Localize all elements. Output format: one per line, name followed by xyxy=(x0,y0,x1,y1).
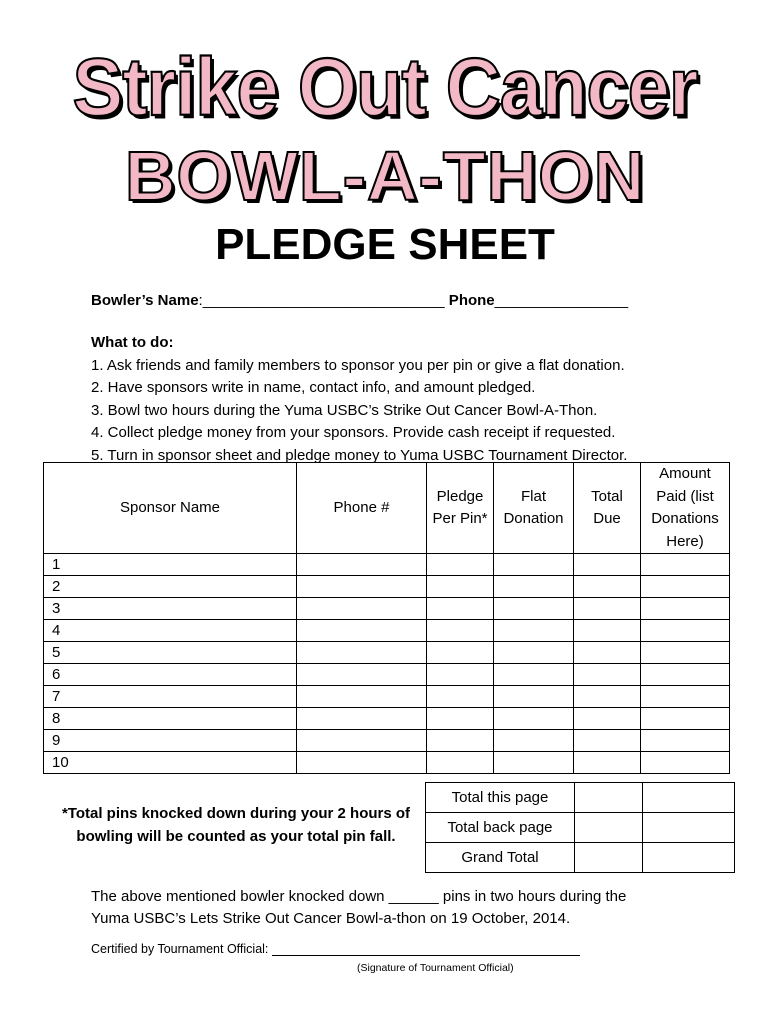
table-row xyxy=(44,686,730,708)
title-line-2: BOWL-A-THON xyxy=(124,137,646,215)
signature-caption: (Signature of Tournament Official) xyxy=(357,962,514,974)
phone-cell[interactable] xyxy=(297,708,427,730)
paid-cell[interactable] xyxy=(641,752,730,774)
page-title: PLEDGE SHEET xyxy=(215,220,555,269)
row-number: 5 xyxy=(44,642,297,664)
totals-table xyxy=(425,782,735,873)
total-back-page-label: Total back page xyxy=(426,813,575,843)
table-row xyxy=(44,620,730,642)
table-row xyxy=(44,708,730,730)
pledge-cell[interactable] xyxy=(427,752,494,774)
flat-cell[interactable] xyxy=(494,664,574,686)
grand-total-label: Grand Total xyxy=(426,843,575,873)
table-row xyxy=(44,554,730,576)
certification-line-2: Yuma USBC’s Lets Strike Out Cancer Bowl-a-thon on 19 October, 2014. xyxy=(91,910,571,927)
total-cell[interactable] xyxy=(574,664,641,686)
totals-row xyxy=(426,783,735,813)
table-row xyxy=(44,730,730,752)
certification-statement xyxy=(91,886,626,930)
phone-label: Phone xyxy=(444,292,495,309)
flat-cell[interactable] xyxy=(494,642,574,664)
header-flat-donation: Flat Donation xyxy=(494,463,574,554)
bowler-name-line xyxy=(91,292,628,309)
totals-row xyxy=(426,813,735,843)
pledge-cell[interactable] xyxy=(427,708,494,730)
pledge-cell[interactable] xyxy=(427,686,494,708)
pledge-table xyxy=(43,462,730,774)
phone-cell[interactable] xyxy=(297,642,427,664)
totals-row xyxy=(426,843,735,873)
instructions xyxy=(91,332,627,467)
pledge-cell[interactable] xyxy=(427,642,494,664)
total-this-page-label: Total this page xyxy=(426,783,575,813)
paid-cell[interactable] xyxy=(641,730,730,752)
phone-cell[interactable] xyxy=(297,598,427,620)
row-number: 6 xyxy=(44,664,297,686)
total-cell[interactable] xyxy=(574,620,641,642)
total-cell[interactable] xyxy=(574,576,641,598)
flat-cell[interactable] xyxy=(494,752,574,774)
certification-line-1: The above mentioned bowler knocked down ______ pins in two hours during the xyxy=(91,888,627,905)
flat-cell[interactable] xyxy=(494,686,574,708)
title-line-1: Strike Out Cancer xyxy=(72,41,698,134)
header-total-due: Total Due xyxy=(574,463,641,554)
row-number: 7 xyxy=(44,686,297,708)
phone-cell[interactable] xyxy=(297,752,427,774)
total-cell[interactable] xyxy=(574,554,641,576)
instruction-step: 5. Turn in sponsor sheet and pledge money to Yuma USBC Tournament Director. xyxy=(91,446,628,464)
pledge-cell[interactable] xyxy=(427,598,494,620)
table-row xyxy=(44,642,730,664)
total-cell[interactable] xyxy=(574,598,641,620)
paid-cell[interactable] xyxy=(641,708,730,730)
instruction-step: 3. Bowl two hours during the Yuma USBC’s Strike Out Cancer Bowl-A-Thon. xyxy=(91,401,598,419)
table-row xyxy=(44,598,730,620)
total-cell[interactable] xyxy=(574,708,641,730)
phone-cell[interactable] xyxy=(297,554,427,576)
paid-cell[interactable] xyxy=(641,576,730,598)
total-cell[interactable] xyxy=(574,752,641,774)
flat-cell[interactable] xyxy=(494,730,574,752)
phone-cell[interactable] xyxy=(297,576,427,598)
total-back-page-due[interactable] xyxy=(575,813,643,843)
pin-count-note: *Total pins knocked down during your 2 hours of bowling will be counted as your total pin fall. xyxy=(61,805,411,845)
phone-cell[interactable] xyxy=(297,730,427,752)
pledge-cell[interactable] xyxy=(427,576,494,598)
pledge-cell[interactable] xyxy=(427,730,494,752)
paid-cell[interactable] xyxy=(641,620,730,642)
signature-line[interactable] xyxy=(272,943,580,956)
row-number: 4 xyxy=(44,620,297,642)
table-row xyxy=(44,664,730,686)
table-row xyxy=(44,576,730,598)
pledge-cell[interactable] xyxy=(427,554,494,576)
flat-cell[interactable] xyxy=(494,554,574,576)
paid-cell[interactable] xyxy=(641,642,730,664)
total-this-page-due[interactable] xyxy=(575,783,643,813)
header-phone: Phone # xyxy=(297,463,427,554)
header-sponsor-name: Sponsor Name xyxy=(44,463,297,554)
row-number: 10 xyxy=(44,752,297,774)
phone-blank[interactable]: ________________ xyxy=(494,292,629,309)
total-cell[interactable] xyxy=(574,730,641,752)
row-number: 8 xyxy=(44,708,297,730)
row-number: 1 xyxy=(44,554,297,576)
total-back-page-paid[interactable] xyxy=(643,813,735,843)
flat-cell[interactable] xyxy=(494,576,574,598)
paid-cell[interactable] xyxy=(641,554,730,576)
total-cell[interactable] xyxy=(574,642,641,664)
header-pledge-per-pin: Pledge Per Pin* xyxy=(427,463,494,554)
paid-cell[interactable] xyxy=(641,598,730,620)
certified-by-label: Certified by Tournament Official: xyxy=(91,942,269,956)
total-cell[interactable] xyxy=(574,686,641,708)
phone-cell[interactable] xyxy=(297,664,427,686)
pledge-cell[interactable] xyxy=(427,620,494,642)
bowler-name-blank[interactable]: :_____________________________ xyxy=(198,292,445,309)
row-number: 2 xyxy=(44,576,297,598)
flat-cell[interactable] xyxy=(494,620,574,642)
phone-cell[interactable] xyxy=(297,620,427,642)
header-amount-paid: Amount Paid (list Donations Here) xyxy=(641,463,730,554)
paid-cell[interactable] xyxy=(641,664,730,686)
row-number: 3 xyxy=(44,598,297,620)
flat-cell[interactable] xyxy=(494,708,574,730)
instruction-step: 4. Collect pledge money from your sponsors. Provide cash receipt if requested. xyxy=(91,424,616,441)
bowler-name-label: Bowler’s Name xyxy=(91,292,199,309)
table-header-row xyxy=(44,463,730,554)
phone-cell[interactable] xyxy=(297,686,427,708)
instructions-heading: What to do: xyxy=(91,334,174,351)
certified-by-line xyxy=(91,942,580,956)
instruction-step: 2. Have sponsors write in name, contact info, and amount pledged. xyxy=(91,379,536,396)
instruction-step: 1. Ask friends and family members to sponsor you per pin or give a flat donation. xyxy=(91,356,625,374)
total-this-page-paid[interactable] xyxy=(643,783,735,813)
row-number: 9 xyxy=(44,730,297,752)
paid-cell[interactable] xyxy=(641,686,730,708)
flat-cell[interactable] xyxy=(494,598,574,620)
pledge-cell[interactable] xyxy=(427,664,494,686)
grand-total-due[interactable] xyxy=(575,843,643,873)
grand-total-paid[interactable] xyxy=(643,843,735,873)
table-row xyxy=(44,752,730,774)
